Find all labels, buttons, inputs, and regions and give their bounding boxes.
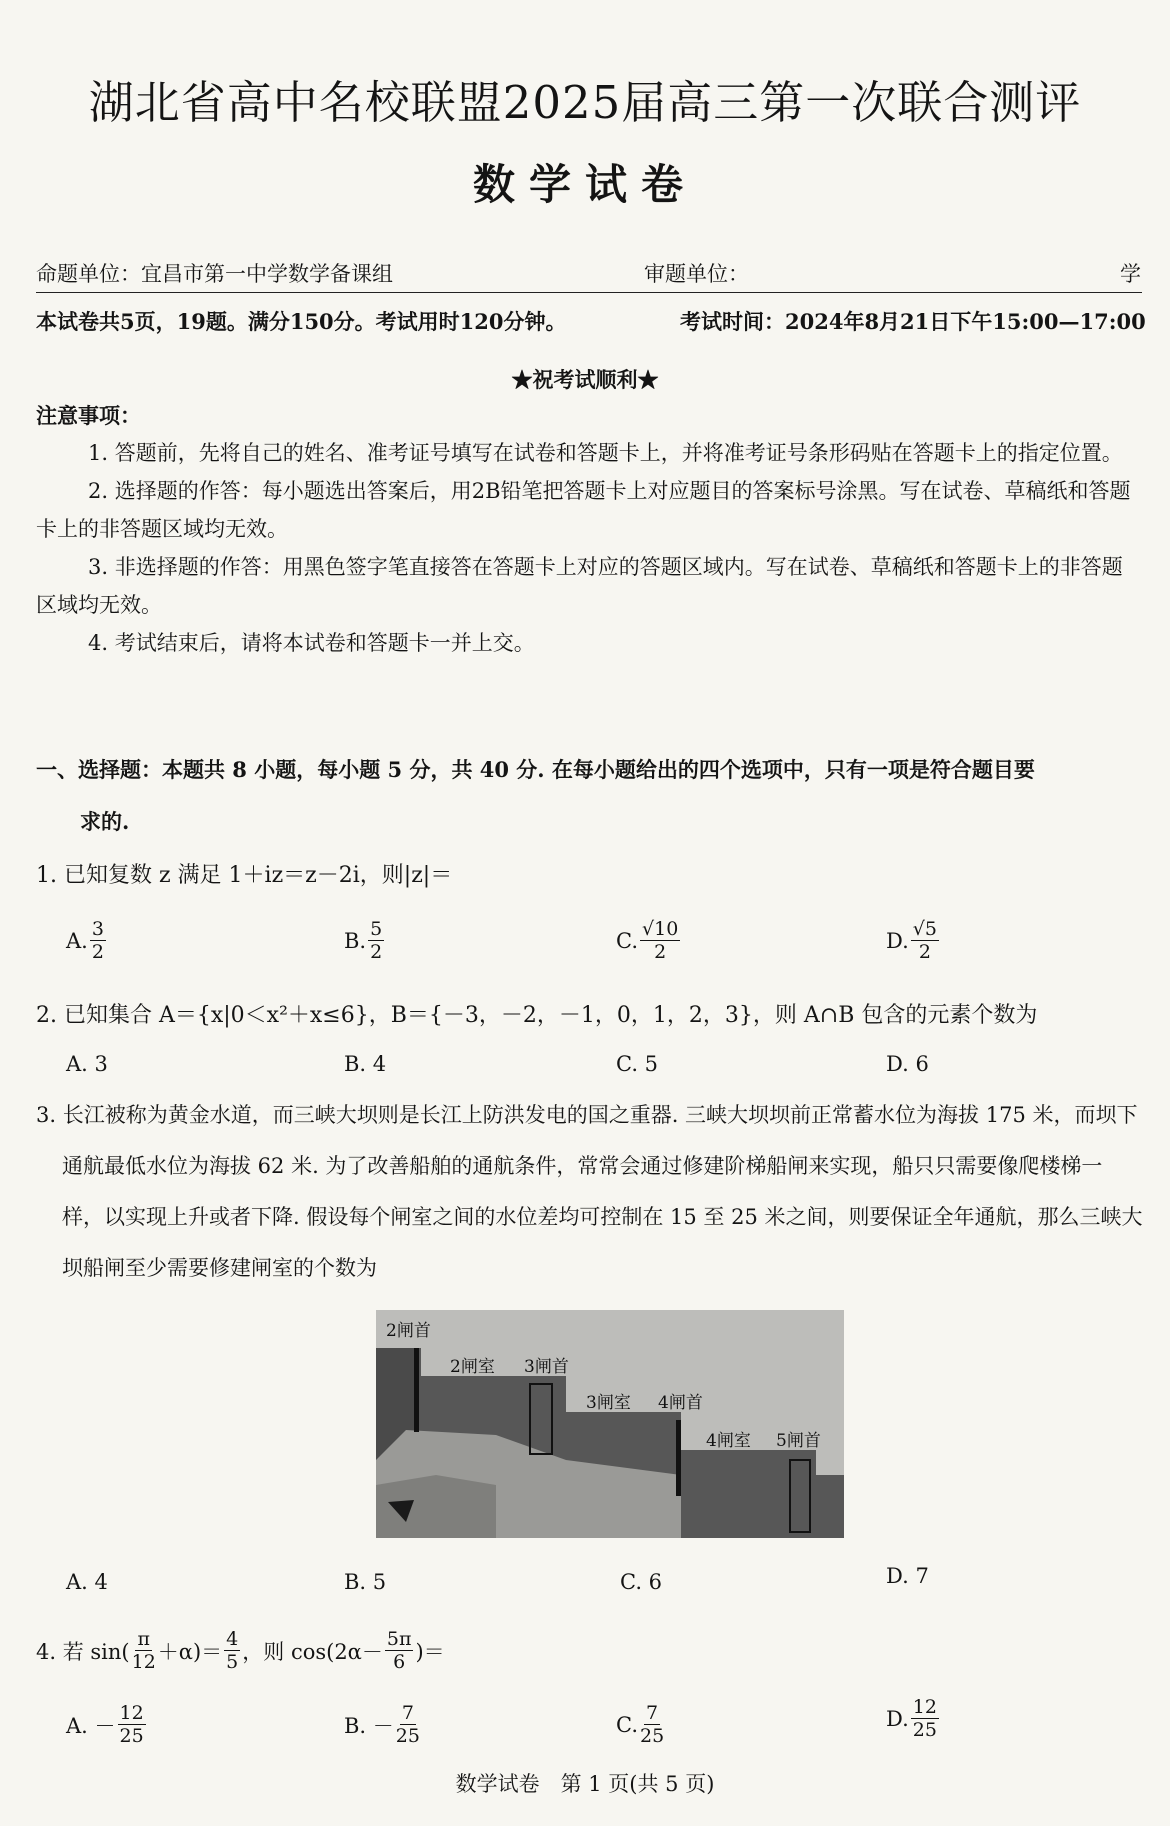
q1-option-c	[616, 918, 682, 963]
lock-label: 2闸首	[386, 1321, 431, 1341]
q3-option-c: C. 6	[620, 1570, 663, 1594]
q4-stem-part: ，则 cos(2α－	[242, 1639, 383, 1664]
gate-2	[414, 1348, 419, 1432]
ship-lock-figure	[376, 1310, 844, 1538]
notice-list	[36, 434, 1142, 662]
section-heading: 一、选择题：本题共 8 小题，每小题 5 分，共 40 分. 在每小题给出的四个选项中，只有一项是符合题目要	[36, 757, 1035, 782]
q3-option-d: D. 7	[886, 1564, 929, 1588]
denominator: 25	[119, 1725, 144, 1747]
ship-lock-diagram	[376, 1310, 844, 1538]
denominator: 6	[393, 1651, 406, 1673]
q4-stem-part: )＝	[415, 1639, 445, 1664]
fraction	[132, 1628, 156, 1673]
numerator: π	[137, 1628, 150, 1650]
fraction	[224, 1628, 240, 1673]
fraction	[396, 1702, 420, 1747]
option-label: B. －	[344, 1713, 394, 1738]
gate-4	[676, 1420, 681, 1496]
q4-stem	[36, 1628, 445, 1673]
q1-option-a	[66, 918, 108, 963]
fraction	[118, 1702, 146, 1747]
q3-option-b: B. 5	[344, 1570, 387, 1594]
q2-option-b: B. 4	[344, 1052, 387, 1076]
q2-option-a: A. 3	[66, 1052, 108, 1076]
fraction	[640, 1702, 664, 1747]
denominator: 2	[918, 941, 931, 963]
q1-option-b	[344, 918, 386, 963]
q3-option-a: A. 4	[66, 1570, 108, 1594]
proposer: 命题单位：宜昌市第一中学数学备课组	[36, 262, 393, 286]
numerator: 12	[912, 1696, 937, 1718]
q4-stem-part: ＋α)＝	[157, 1639, 223, 1664]
denominator: 2	[370, 941, 383, 963]
q2-stem: 2. 已知集合 A＝{x|0＜x²＋x≤6}，B＝{－3，－2，－1，0，1，2，3}，则 A∩B 包含的元素个数为	[36, 1003, 1038, 1028]
lock-label: 4闸室	[706, 1431, 751, 1451]
numerator: √5	[912, 918, 937, 940]
exam-time: 考试时间：2024年8月21日下午15:00—17:00	[680, 309, 1146, 334]
option-label: D.	[886, 928, 909, 953]
lock-label: 3闸室	[586, 1393, 631, 1413]
fraction	[911, 1696, 939, 1741]
exam-info: 本试卷共5页，19题。满分150分。考试用时120分钟。	[36, 309, 567, 334]
reviewer-tail: 学	[1120, 262, 1141, 286]
option-label: A. －	[66, 1713, 116, 1738]
denominator: 2	[654, 941, 667, 963]
notice-item: 4. 考试结束后，请将本试卷和答题卡一并上交。	[88, 631, 535, 655]
numerator: 3	[91, 918, 104, 940]
reviewer: 审题单位：	[644, 262, 749, 286]
lock-label: 2闸室	[450, 1357, 495, 1377]
numerator: √10	[642, 918, 679, 940]
lock-label: 3闸首	[524, 1357, 569, 1377]
q4-option-a	[66, 1702, 148, 1747]
q4-option-d	[886, 1696, 941, 1741]
option-label: D.	[886, 1706, 909, 1731]
notice-item: 2. 选择题的作答：每小题选出答案后，用2B铅笔把答题卡上对应题目的答案标号涂黑。写在试卷、草稿纸和答题卡上的非答题区域均无效。	[36, 479, 1131, 541]
q4-option-b	[344, 1702, 422, 1747]
q2-option-c: C. 5	[616, 1052, 659, 1076]
fraction	[640, 918, 680, 963]
denominator: 25	[912, 1719, 937, 1741]
exam-title: 湖北省高中名校联盟2025届高三第一次联合测评	[88, 76, 1082, 129]
fraction	[385, 1628, 414, 1673]
denominator: 25	[395, 1725, 420, 1747]
option-label: B.	[344, 928, 367, 953]
good-luck: ★祝考试顺利★	[511, 367, 659, 392]
option-label: C.	[616, 928, 638, 953]
fraction	[911, 918, 939, 963]
numerator: 7	[401, 1702, 414, 1724]
numerator: 4	[226, 1628, 239, 1650]
notice-item: 3. 非选择题的作答：用黑色签字笔直接答在答题卡上对应的答题区域内。写在试卷、草稿纸和答题卡上的非答题区域均无效。	[36, 555, 1123, 617]
denominator: 5	[226, 1651, 239, 1673]
header-rule	[36, 292, 1142, 293]
numerator: 5π	[386, 1628, 412, 1650]
option-label: A.	[66, 928, 88, 953]
numerator: 5	[370, 918, 383, 940]
fraction	[90, 918, 106, 963]
lock-label: 5闸首	[776, 1431, 821, 1451]
section-heading-cont: 求的.	[80, 809, 130, 834]
q4-option-c	[616, 1702, 666, 1747]
subject-title: 数学试卷	[472, 160, 697, 209]
q1-stem: 1. 已知复数 z 满足 1＋iz＝z－2i，则|z|＝	[36, 863, 453, 888]
option-label: C.	[616, 1712, 638, 1737]
denominator: 12	[131, 1651, 156, 1673]
denominator: 25	[640, 1725, 665, 1747]
page-footer: 数学试卷 第 1 页(共 5 页)	[455, 1772, 715, 1796]
q3-stem: 3. 长江被称为黄金水道，而三峡大坝则是长江上防洪发电的国之重器. 三峡大坝坝前正常蓄水位为海拔 175 米，而坝下通航最低水位为海拔 62 米. 为了改善船舶的通航条件，常常会通过修建阶梯船闸来实现，船只只需要像爬楼梯一样，以实现上升或者下降. 假设每个闸室之间的水位差均可控制在 15 至 25 米之间，则要保证全年通航，那么三峡大坝船闸至少需要修建闸室的个数为	[36, 1103, 1143, 1280]
q4-stem-part: 4. 若 sin(	[36, 1639, 130, 1664]
notice-item: 1. 答题前，先将自己的姓名、准考证号填写在试卷和答题卡上，并将准考证号条形码贴在答题卡上的指定位置。	[88, 441, 1123, 465]
numerator: 12	[119, 1702, 144, 1724]
fraction	[368, 918, 384, 963]
notice-heading: 注意事项：	[36, 403, 141, 428]
q3-text	[36, 1090, 1144, 1294]
numerator: 7	[646, 1702, 659, 1724]
lock-label: 4闸首	[658, 1393, 703, 1413]
denominator: 2	[91, 941, 104, 963]
q2-option-d: D. 6	[886, 1052, 929, 1076]
q1-option-d	[886, 918, 941, 963]
